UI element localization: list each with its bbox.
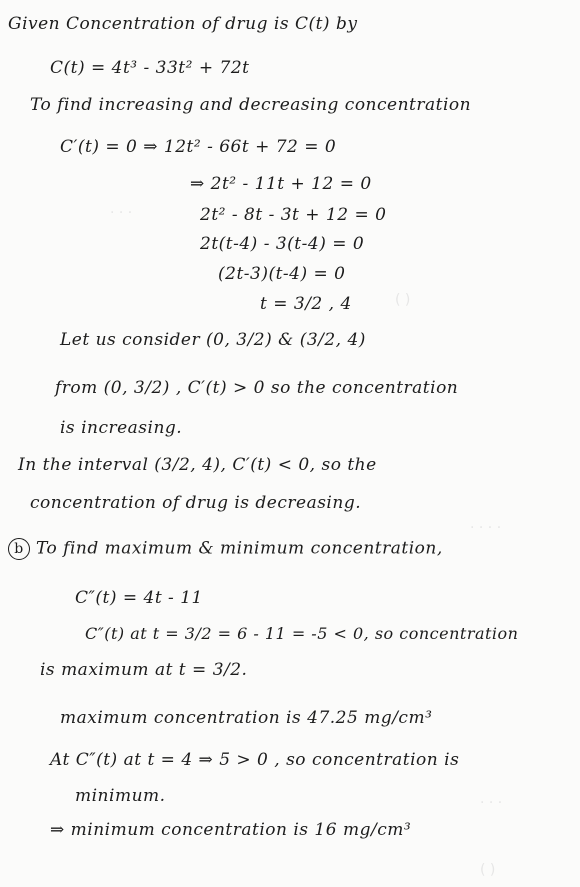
part-b-heading: [8, 538, 443, 560]
simplified-equation: ⇒ 2t² - 11t + 12 = 0: [190, 174, 372, 194]
notebook-page: · · · ( ) · · · · · · · ( ) Given Concentration of drug is C(t) by C(t) = 4t³ - 33t² + 72t To find increasing and decreasing concentration C′(t) = 0 ⇒ 12t² - 66t + 72 = 0 ⇒ 2t² - 11t + 12 = 0 2t² - 8t - 3t + 12 = 0 2t(t-4) - 3(t-4) = 0 (2t-3)(t-4) = 0 t = 3/2 , 4 Let us consider (0, 3/2) & (3/2, 4) from (0, 3/2) , C′(t) > 0 so the concentration is increasing. In the interval (3/2, 4), C′(t) < 0, so the concentration of drug is decreasing. b To find maximum & minimum concentration, C″(t) = 4t - 11 C″(t) at t = 3/2 = 6 - 11 = -5 < 0, so concentration is maximum at t = 3/2. maximum concentration is 47.25 mg/cm³ At C″(t) at t = 4 ⇒ 5 > 0 , so concentration is minimum. ⇒ minimum concentration is 16 mg/cm³: [0, 0, 580, 887]
second-derivative-at-four: At C″(t) at t = 4 ⇒ 5 > 0 , so concentration is: [50, 750, 460, 770]
decreasing-interval: In the interval (3/2, 4), C′(t) < 0, so the: [18, 455, 377, 475]
critical-points: t = 3/2 , 4: [260, 294, 352, 314]
derivative-equation: C′(t) = 0 ⇒ 12t² - 66t + 72 = 0: [60, 137, 337, 157]
part-b-marker: b: [8, 538, 30, 560]
increasing-interval: from (0, 3/2) , C′(t) > 0 so the concentration: [55, 378, 459, 398]
maximum-concentration: maximum concentration is 47.25 mg/cm³: [60, 708, 433, 728]
decreasing-conclusion: concentration of drug is decreasing.: [30, 493, 362, 513]
increasing-conclusion: is increasing.: [60, 418, 183, 438]
grouping-step: 2t(t-4) - 3(t-4) = 0: [200, 234, 365, 254]
part-b-task: To find maximum & minimum concentration,: [36, 538, 443, 559]
problem-statement: Given Concentration of drug is C(t) by: [8, 14, 358, 34]
split-middle-term: 2t² - 8t - 3t + 12 = 0: [200, 205, 387, 225]
second-derivative: C″(t) = 4t - 11: [75, 588, 203, 608]
intervals-consideration: Let us consider (0, 3/2) & (3/2, 4): [60, 330, 366, 350]
minimum-concentration: ⇒ minimum concentration is 16 mg/cm³: [50, 820, 412, 840]
second-derivative-at-three-halves: C″(t) at t = 3/2 = 6 - 11 = -5 < 0, so concentration: [85, 624, 519, 643]
task-increasing-decreasing: To find increasing and decreasing concentration: [30, 95, 472, 115]
concentration-function: C(t) = 4t³ - 33t² + 72t: [50, 58, 250, 78]
minimum-statement: minimum.: [75, 786, 166, 806]
maximum-statement: is maximum at t = 3/2.: [40, 660, 248, 680]
factored-form: (2t-3)(t-4) = 0: [218, 264, 346, 284]
